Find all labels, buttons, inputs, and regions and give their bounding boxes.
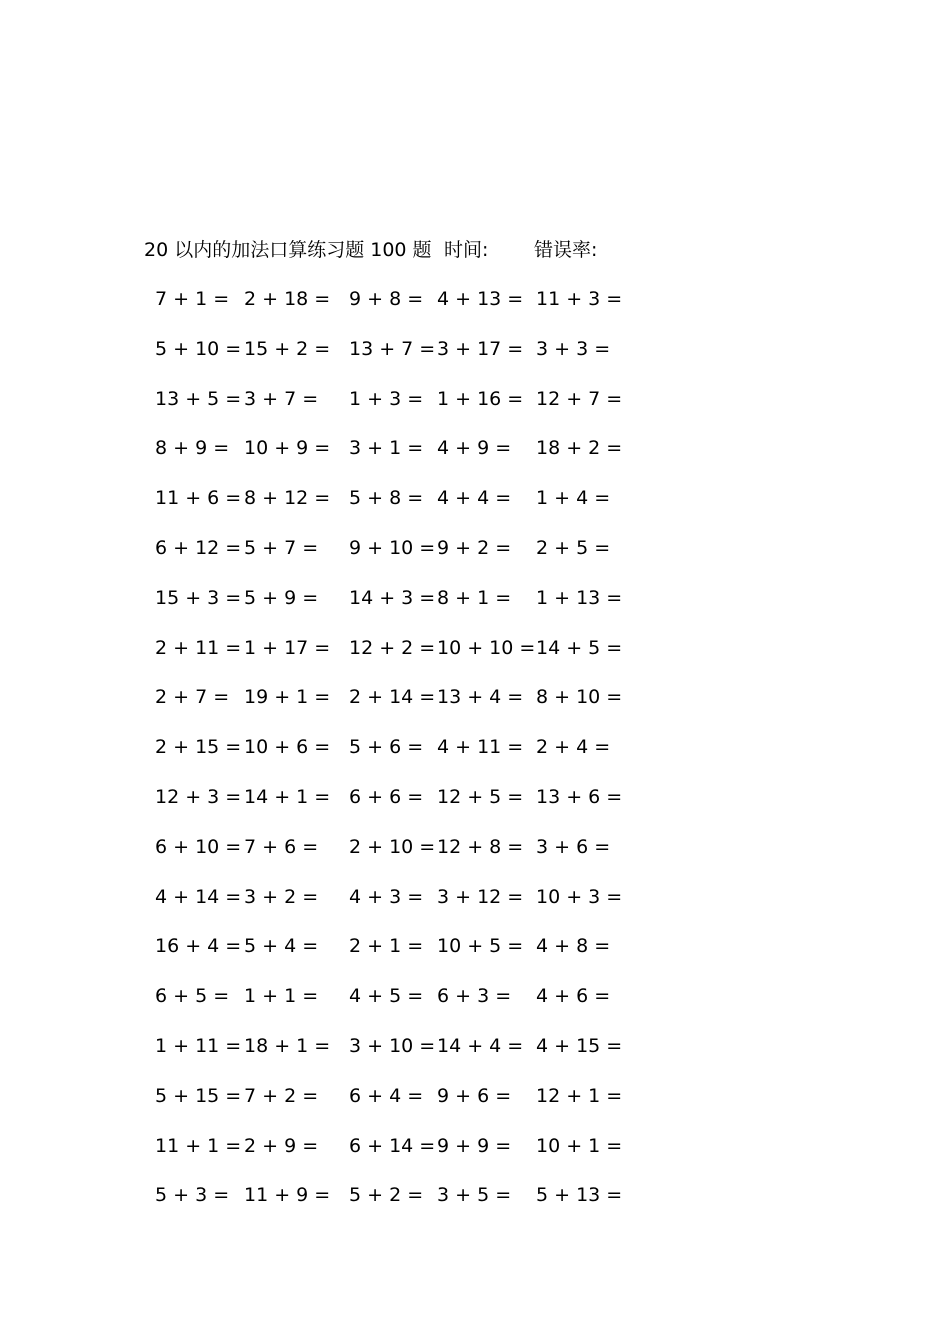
problem-item: 5 + 2 = xyxy=(349,1184,424,1207)
problem-item: 4 + 9 = xyxy=(437,437,512,460)
problem-item: 5 + 4 = xyxy=(244,935,319,958)
problem-item: 13 + 4 = xyxy=(437,686,524,709)
problem-item: 1 + 16 = xyxy=(437,387,524,410)
problem-item: 15 + 2 = xyxy=(244,337,331,360)
problem-item: 18 + 1 = xyxy=(244,1035,331,1057)
problem-item: 2 + 9 = xyxy=(244,1134,319,1157)
problem-item: 7 + 1 = xyxy=(155,288,230,310)
problem-item: 8 + 9 = xyxy=(155,437,230,460)
problem-row xyxy=(0,882,950,912)
problem-row xyxy=(0,334,950,364)
problem-item: 11 + 6 = xyxy=(155,487,242,510)
problem-item: 10 + 3 = xyxy=(536,885,623,908)
problem-item: 13 + 7 = xyxy=(349,337,436,360)
problem-item: 9 + 2 = xyxy=(437,537,512,559)
problem-item: 3 + 17 = xyxy=(437,337,524,360)
problem-item: 3 + 7 = xyxy=(244,387,319,410)
problem-row xyxy=(0,1131,950,1161)
problem-row xyxy=(0,384,950,414)
problem-item: 5 + 13 = xyxy=(536,1184,623,1207)
problem-item: 4 + 11 = xyxy=(437,736,524,759)
problem-item: 6 + 14 = xyxy=(349,1134,436,1157)
worksheet-title: 20 以内的加法口算练习题 100 题 xyxy=(144,239,432,261)
problem-item: 8 + 10 = xyxy=(536,686,623,709)
problem-item: 12 + 2 = xyxy=(349,636,436,659)
problem-item: 2 + 1 = xyxy=(349,935,424,958)
problem-item: 12 + 3 = xyxy=(155,786,242,808)
problem-item: 7 + 6 = xyxy=(244,835,319,858)
problem-item: 3 + 10 = xyxy=(349,1035,436,1057)
problem-item: 2 + 11 = xyxy=(155,636,242,659)
problem-row xyxy=(0,633,950,663)
problem-item: 11 + 3 = xyxy=(536,288,623,310)
problem-item: 2 + 10 = xyxy=(349,835,436,858)
problem-item: 12 + 7 = xyxy=(536,387,623,410)
problem-item: 10 + 5 = xyxy=(437,935,524,958)
problem-item: 3 + 2 = xyxy=(244,885,319,908)
problem-row xyxy=(0,1180,950,1210)
problem-row xyxy=(0,931,950,961)
problem-item: 9 + 10 = xyxy=(349,537,436,559)
problem-item: 10 + 10 = xyxy=(437,636,536,659)
error-rate-label: 错误率: xyxy=(534,239,598,261)
problem-row xyxy=(0,284,950,314)
problem-item: 9 + 8 = xyxy=(349,288,424,310)
problem-item: 4 + 5 = xyxy=(349,985,424,1008)
problem-row xyxy=(0,682,950,712)
problem-item: 3 + 3 = xyxy=(536,337,611,360)
problem-item: 2 + 15 = xyxy=(155,736,242,759)
problem-item: 2 + 14 = xyxy=(349,686,436,709)
problem-item: 2 + 4 = xyxy=(536,736,611,759)
problem-item: 1 + 11 = xyxy=(155,1035,242,1057)
problem-item: 6 + 10 = xyxy=(155,835,242,858)
time-label: 时间: xyxy=(444,239,489,261)
problem-item: 4 + 4 = xyxy=(437,487,512,510)
problem-item: 1 + 4 = xyxy=(536,487,611,510)
problem-item: 4 + 14 = xyxy=(155,885,242,908)
problem-item: 4 + 15 = xyxy=(536,1035,623,1057)
problem-item: 11 + 9 = xyxy=(244,1184,331,1207)
problem-item: 9 + 9 = xyxy=(437,1134,512,1157)
problem-item: 13 + 6 = xyxy=(536,786,623,808)
problem-item: 5 + 7 = xyxy=(244,537,319,559)
problem-item: 4 + 13 = xyxy=(437,288,524,310)
problem-item: 3 + 6 = xyxy=(536,835,611,858)
problem-item: 6 + 6 = xyxy=(349,786,424,808)
problem-item: 10 + 6 = xyxy=(244,736,331,759)
problem-row xyxy=(0,483,950,513)
problem-item: 3 + 1 = xyxy=(349,437,424,460)
problem-item: 5 + 10 = xyxy=(155,337,242,360)
problem-item: 5 + 9 = xyxy=(244,586,319,609)
problem-item: 4 + 6 = xyxy=(536,985,611,1008)
problem-item: 14 + 1 = xyxy=(244,786,331,808)
problem-item: 12 + 1 = xyxy=(536,1084,623,1107)
problem-item: 7 + 2 = xyxy=(244,1084,319,1107)
problem-item: 10 + 1 = xyxy=(536,1134,623,1157)
problem-item: 1 + 3 = xyxy=(349,387,424,410)
problem-item: 2 + 7 = xyxy=(155,686,230,709)
problem-item: 5 + 3 = xyxy=(155,1184,230,1207)
problem-row xyxy=(0,981,950,1011)
problem-row xyxy=(0,832,950,862)
problem-item: 14 + 4 = xyxy=(437,1035,524,1057)
problem-item: 8 + 1 = xyxy=(437,586,512,609)
problem-item: 2 + 5 = xyxy=(536,537,611,559)
problem-item: 5 + 8 = xyxy=(349,487,424,510)
problem-item: 6 + 5 = xyxy=(155,985,230,1008)
problem-row xyxy=(0,732,950,762)
problem-row xyxy=(0,1031,950,1061)
problem-item: 11 + 1 = xyxy=(155,1134,242,1157)
problem-item: 9 + 6 = xyxy=(437,1084,512,1107)
problem-item: 8 + 12 = xyxy=(244,487,331,510)
problem-item: 6 + 12 = xyxy=(155,537,242,559)
problem-item: 10 + 9 = xyxy=(244,437,331,460)
problem-item: 1 + 13 = xyxy=(536,586,623,609)
problem-item: 13 + 5 = xyxy=(155,387,242,410)
problem-item: 5 + 15 = xyxy=(155,1084,242,1107)
problem-row xyxy=(0,433,950,463)
problem-item: 12 + 5 = xyxy=(437,786,524,808)
problem-item: 4 + 8 = xyxy=(536,935,611,958)
problem-item: 3 + 12 = xyxy=(437,885,524,908)
problem-row xyxy=(0,1081,950,1111)
problem-row xyxy=(0,583,950,613)
problem-item: 1 + 1 = xyxy=(244,985,319,1008)
problem-item: 16 + 4 = xyxy=(155,935,242,958)
problem-item: 14 + 5 = xyxy=(536,636,623,659)
problem-item: 19 + 1 = xyxy=(244,686,331,709)
problem-item: 3 + 5 = xyxy=(437,1184,512,1207)
problem-item: 1 + 17 = xyxy=(244,636,331,659)
problem-row xyxy=(0,782,950,812)
problem-item: 2 + 18 = xyxy=(244,288,331,310)
problem-row xyxy=(0,533,950,563)
problem-item: 15 + 3 = xyxy=(155,586,242,609)
problem-item: 18 + 2 = xyxy=(536,437,623,460)
problem-item: 12 + 8 = xyxy=(437,835,524,858)
problem-item: 5 + 6 = xyxy=(349,736,424,759)
problem-item: 14 + 3 = xyxy=(349,586,436,609)
problem-item: 6 + 4 = xyxy=(349,1084,424,1107)
problem-item: 4 + 3 = xyxy=(349,885,424,908)
problem-item: 6 + 3 = xyxy=(437,985,512,1008)
